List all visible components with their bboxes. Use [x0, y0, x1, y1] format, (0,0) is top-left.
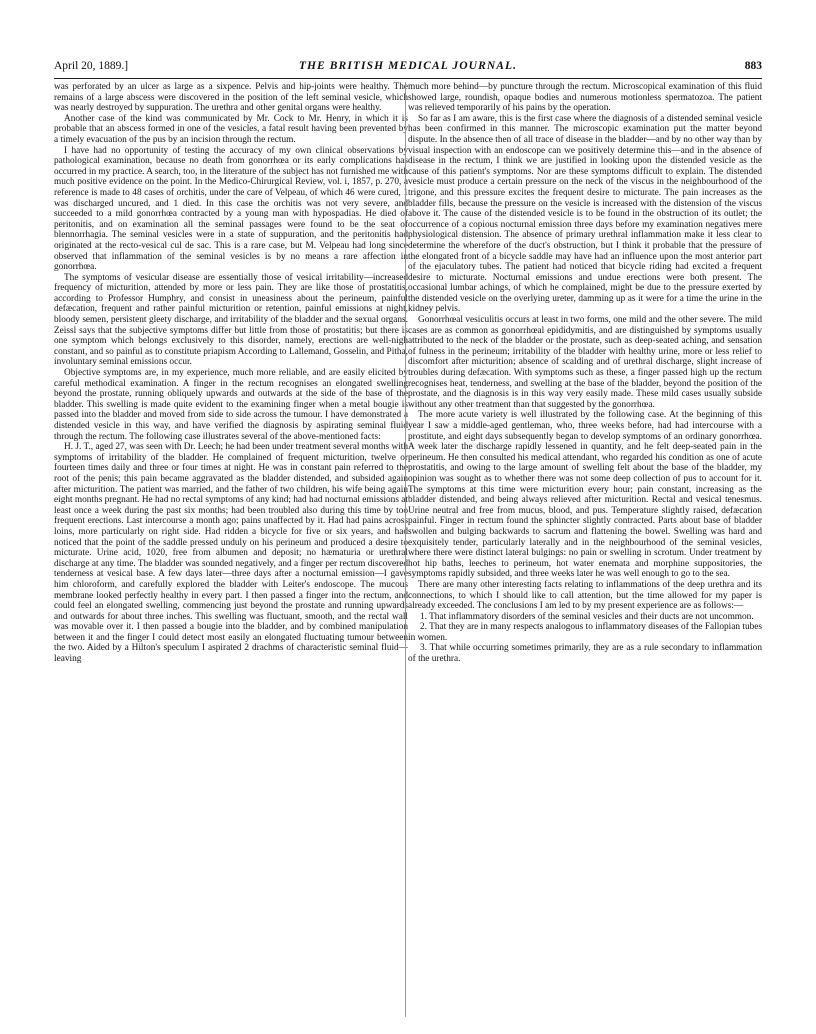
paragraph: There are many other interesting facts relating to inflammations of the deep urethra and its connections, to which I should like to call attention, but the time allowed for my paper is already exceeded. The conclusions I am led to by my present experience are as follows:—: [408, 579, 762, 612]
paragraph: much more behind—by puncture through the rectum. Microscopical examination of this fluid showed large, roundish, opaque bodies and numerous motionless spermatozoa. The patient was relieved temporarily of his pains by the operation.: [408, 82, 762, 114]
header-rule: [54, 78, 762, 79]
journal-title: THE BRITISH MEDICAL JOURNAL.: [298, 60, 518, 72]
right-column: [408, 82, 762, 1017]
left-column: [54, 82, 408, 1017]
paragraph: I have had no opportunity of testing the accuracy of my own clinical observations by pathological examination, because no death from gonorrhœa or its early complications has occurred in my practice. A search, too, in the literature of the subject has not furnished me with much positive evidence on the point. In the Medico-Chirurgical Review, vol. i, 1857, p. 270, a reference is made to 48 cases of orchitis, under the care of Velpeau, of which 46 were cured, 1 was discharged uncured, and 1 died. In this case the orchitis was not very severe, and succeeded to a mild gonorrhœa contracted by a young man with hypospadias. He died of peritonitis, and on examination all the seminal passages were found to be the seat of blennorrhagia. The seminal vesicles were in a state of suppuration, and the peritonitis had originated at the recto-vesical cul de sac. This is a rare case, but M. Velpeau had long since observed that inflammation of the seminal vesicles is by no means a rare affection in gonorrhœa.: [54, 145, 408, 273]
paragraph: The more acute variety is well illustrated by the following case. At the beginning of this year I saw a middle-aged gentleman, who, three weeks before, had had intercourse with a prostitute, and eight days subsequently began to develop symptoms of an ordinary gonorrhœa. A week later the discharge rapidly lessened in quantity, and he felt deep-seated pain in the perineum. He then consulted his medical attendant, who regarded his condition as one of acute prostatitis, and owing to the large amount of swelling felt about the base of the bladder, my opinion was sought as to whether there was not some deep collection of pus to account for it. The symptoms at this time were micturition every hour; pain constant, increasing as the bladder distended, and being always relieved after micturition. Rectal and vesical tenesmus. Urine neutral and free from mucus, blood, and pus. Temperature slightly raised, defæcation painful. Finger in rectum found the sphincter slightly contracted. Parts about base of bladder swollen and bulging backwards to sacrum and flattening the bowel. Swelling was hard and exquisitely tender, particularly laterally and in the neighbourhood of the seminal vesicles, where there were distinct lateral bulgings: no pain or swelling in scrotum. Under treatment by hot hip baths, leeches to perineum, hot water enemata and morphine suppositories, the symptoms rapidly subsided, and three weeks later he was well enough to go to the sea.: [408, 410, 762, 580]
paragraph: The symptoms of vesicular disease are essentially those of vesical irritability—increased frequency of micturition, attended by more or less pain. They are like those of prostatitis, according to Professor Humphry, and consist in uneasiness about the perineum, painful defæcation, frequent and rather painful micturition or retention, painful emissions at night, bloody semen, persistent gleety discharge, and irritability of the bladder and the sexual organs. Zeissl says that the subjective symptoms differ but little from those of prostatitis; but there is one symptom which belongs exclusively to this disorder, namely, erections are well-nigh constant, and so painful as to constitute priapism According to Lallemand, Gosselin, and Pitha, involuntary seminal emissions occur.: [54, 272, 408, 368]
conclusion-item: 3. That while occurring sometimes primarily, they are as a rule secondary to inflammation of the urethra.: [408, 643, 762, 665]
paragraph: was perforated by an ulcer as large as a sixpence. Pelvis and hip-joints were healthy. The remains of a large abscess were discovered in the position of the left seminal vesicle, which was nearly destroyed by suppuration. The urethra and other genital organs were healthy.: [54, 82, 408, 114]
case-report-paragraph: H. J. T., aged 27, was seen with Dr. Leech; he had been under treatment several months with symptoms of irritability of the bladder. He complained of frequent micturition, twelve or fourteen times daily and three or four times at night. He was in constant pain referred to the root of the penis; this pain became aggravated as the bladder distended, and subsided again after micturition. The patient was married, and the father of two children, his wife being again eight months pregnant. He had no rectal symptoms of any kind; had had nocturnal emissions at least once a week during the past six months; had been troubled also during this time by too frequent erections. Last intercourse a month ago; pains unaffected by it. Had had pains across loins, more particularly on right side. Had ridden a bicycle for five or six years, and had noticed that the point of the saddle pressed unduly on his perineum and produced a desire to micturate. Urine acid, 1020, free from albumen and deposit; no hæmaturia or urethral discharge at any time. The bladder was sounded negatively, and a finger per rectum discovered tenderness at vesical base. A few days later—three days after a nocturnal emission—I gave him chloroform, and carefully explored the bladder with Leiter's endoscope. The mucous membrane looked perfectly healthy in every part. I then passed a finger into the rectum, and could feel an elongated swelling, commencing just beyond the prostate and running upwards and outwards for about three inches. This swelling was fluctuant, smooth, and the rectal wall was movable over it. I then passed a bougie into the bladder, and by combined manipulation between it and the finger I could detect most easily an elongated fluctuating tumour between the two. Aided by a Hilton's speculum I aspirated 2 drachms of characteristic seminal fluid—leaving: [54, 442, 408, 665]
running-header: [54, 60, 762, 76]
page-number: 883: [744, 60, 762, 72]
issue-date: April 20, 1889.]: [54, 60, 129, 72]
paragraph: So far as I am aware, this is the first case where the diagnosis of a distended seminal vesicle has been confirmed in this manner. The microscopic examination put the matter beyond dispute. In the absence then of all trace of disease in the bladder—and by no other way than by visual inspection with an endoscope can we positively determine this—and in the absence of disease in the rectum, I think we are justified in looking upon the distended vesicle as the cause of this patient's symptoms. Nor are these symptoms difficult to explain. The distended vesicle must produce a certain pressure on the neck of the viscus in the neighbourhood of the trigone, and this pressure excites the frequent desire to micturate. The pain increases as the bladder fills, because the pressure on the vesicle is increased with the distension of the viscus above it. The cause of the distended vesicle is to be found in the obstruction of its outlet; the occurrence of a copious nocturnal emission three days before my examination negatives mere physiological distension. The absence of primary urethral inflammation make it less clear to determine the wherefore of the duct's obstruction, but I think it probable that the pressure of the elongated front of a bicycle saddle may have had an influence upon the most anterior part of the ejaculatory tubes. The patient had noticed that bicycle riding had excited a frequent desire to micturate. Nocturnal emissions and undue erections were both present. The occasional lumbar achings, of which he complained, might be due to the pressure exerted by the distended vesicle on the overlying ureter, damming up as it were for a time the urine in the kidney pelvis.: [408, 113, 762, 315]
paragraph: Another case of the kind was communicated by Mr. Cock to Mr. Henry, in which it is probable that an abscess formed in one of the vesicles, a fatal result having been prevented by a timely evacuation of the pus by an incision through the rectum.: [54, 113, 408, 145]
paragraph: Gonorrhœal vesiculitis occurs at least in two forms, one mild and the other severe. The mild cases are as common as gonorrhœal epididymitis, and are distinguished by symptoms usually attributed to the neck of the bladder or the prostate, such as deep-seated aching, and sensation of fulness in the perineum; irritability of the bladder with healthy urine, more or less relief to discomfort after micturition; absence of scalding and of urethral discharge, slight increase of troubles during defæcation. With symptoms such as these, a finger passed high up the rectum recognises heat, tenderness, and swelling at the base of the bladder, beyond the position of the prostate, and the diagnosis is in this way very easily made. These mild cases usually subside without any other treatment than that suggested by the gonorrhœa.: [408, 315, 762, 410]
paragraph: Objective symptoms are, in my experience, much more reliable, and are easily elicited by careful methodical examination. A finger in the rectum recognises an elongated swelling beyond the prostate, running obliquely upwards and outwards at the side of the base of the bladder. This swelling is made quite evident to the examining finger when a metal bougie is passed into the bladder and moved from side to side across the tumour. I have demonstrated a distended vesicle in this way, and have verified the diagnosis by aspirating seminal fluid through the rectum. The following case illustrates several of the above-mentioned facts:: [54, 368, 408, 442]
column-divider: [405, 82, 406, 1017]
conclusion-item: 2. That they are in many respects analogous to inflammatory diseases of the Fallopian tubes in women.: [408, 622, 762, 643]
conclusion-item: 1. That inflammatory disorders of the seminal vesicles and their ducts are not uncommon.: [420, 611, 754, 622]
